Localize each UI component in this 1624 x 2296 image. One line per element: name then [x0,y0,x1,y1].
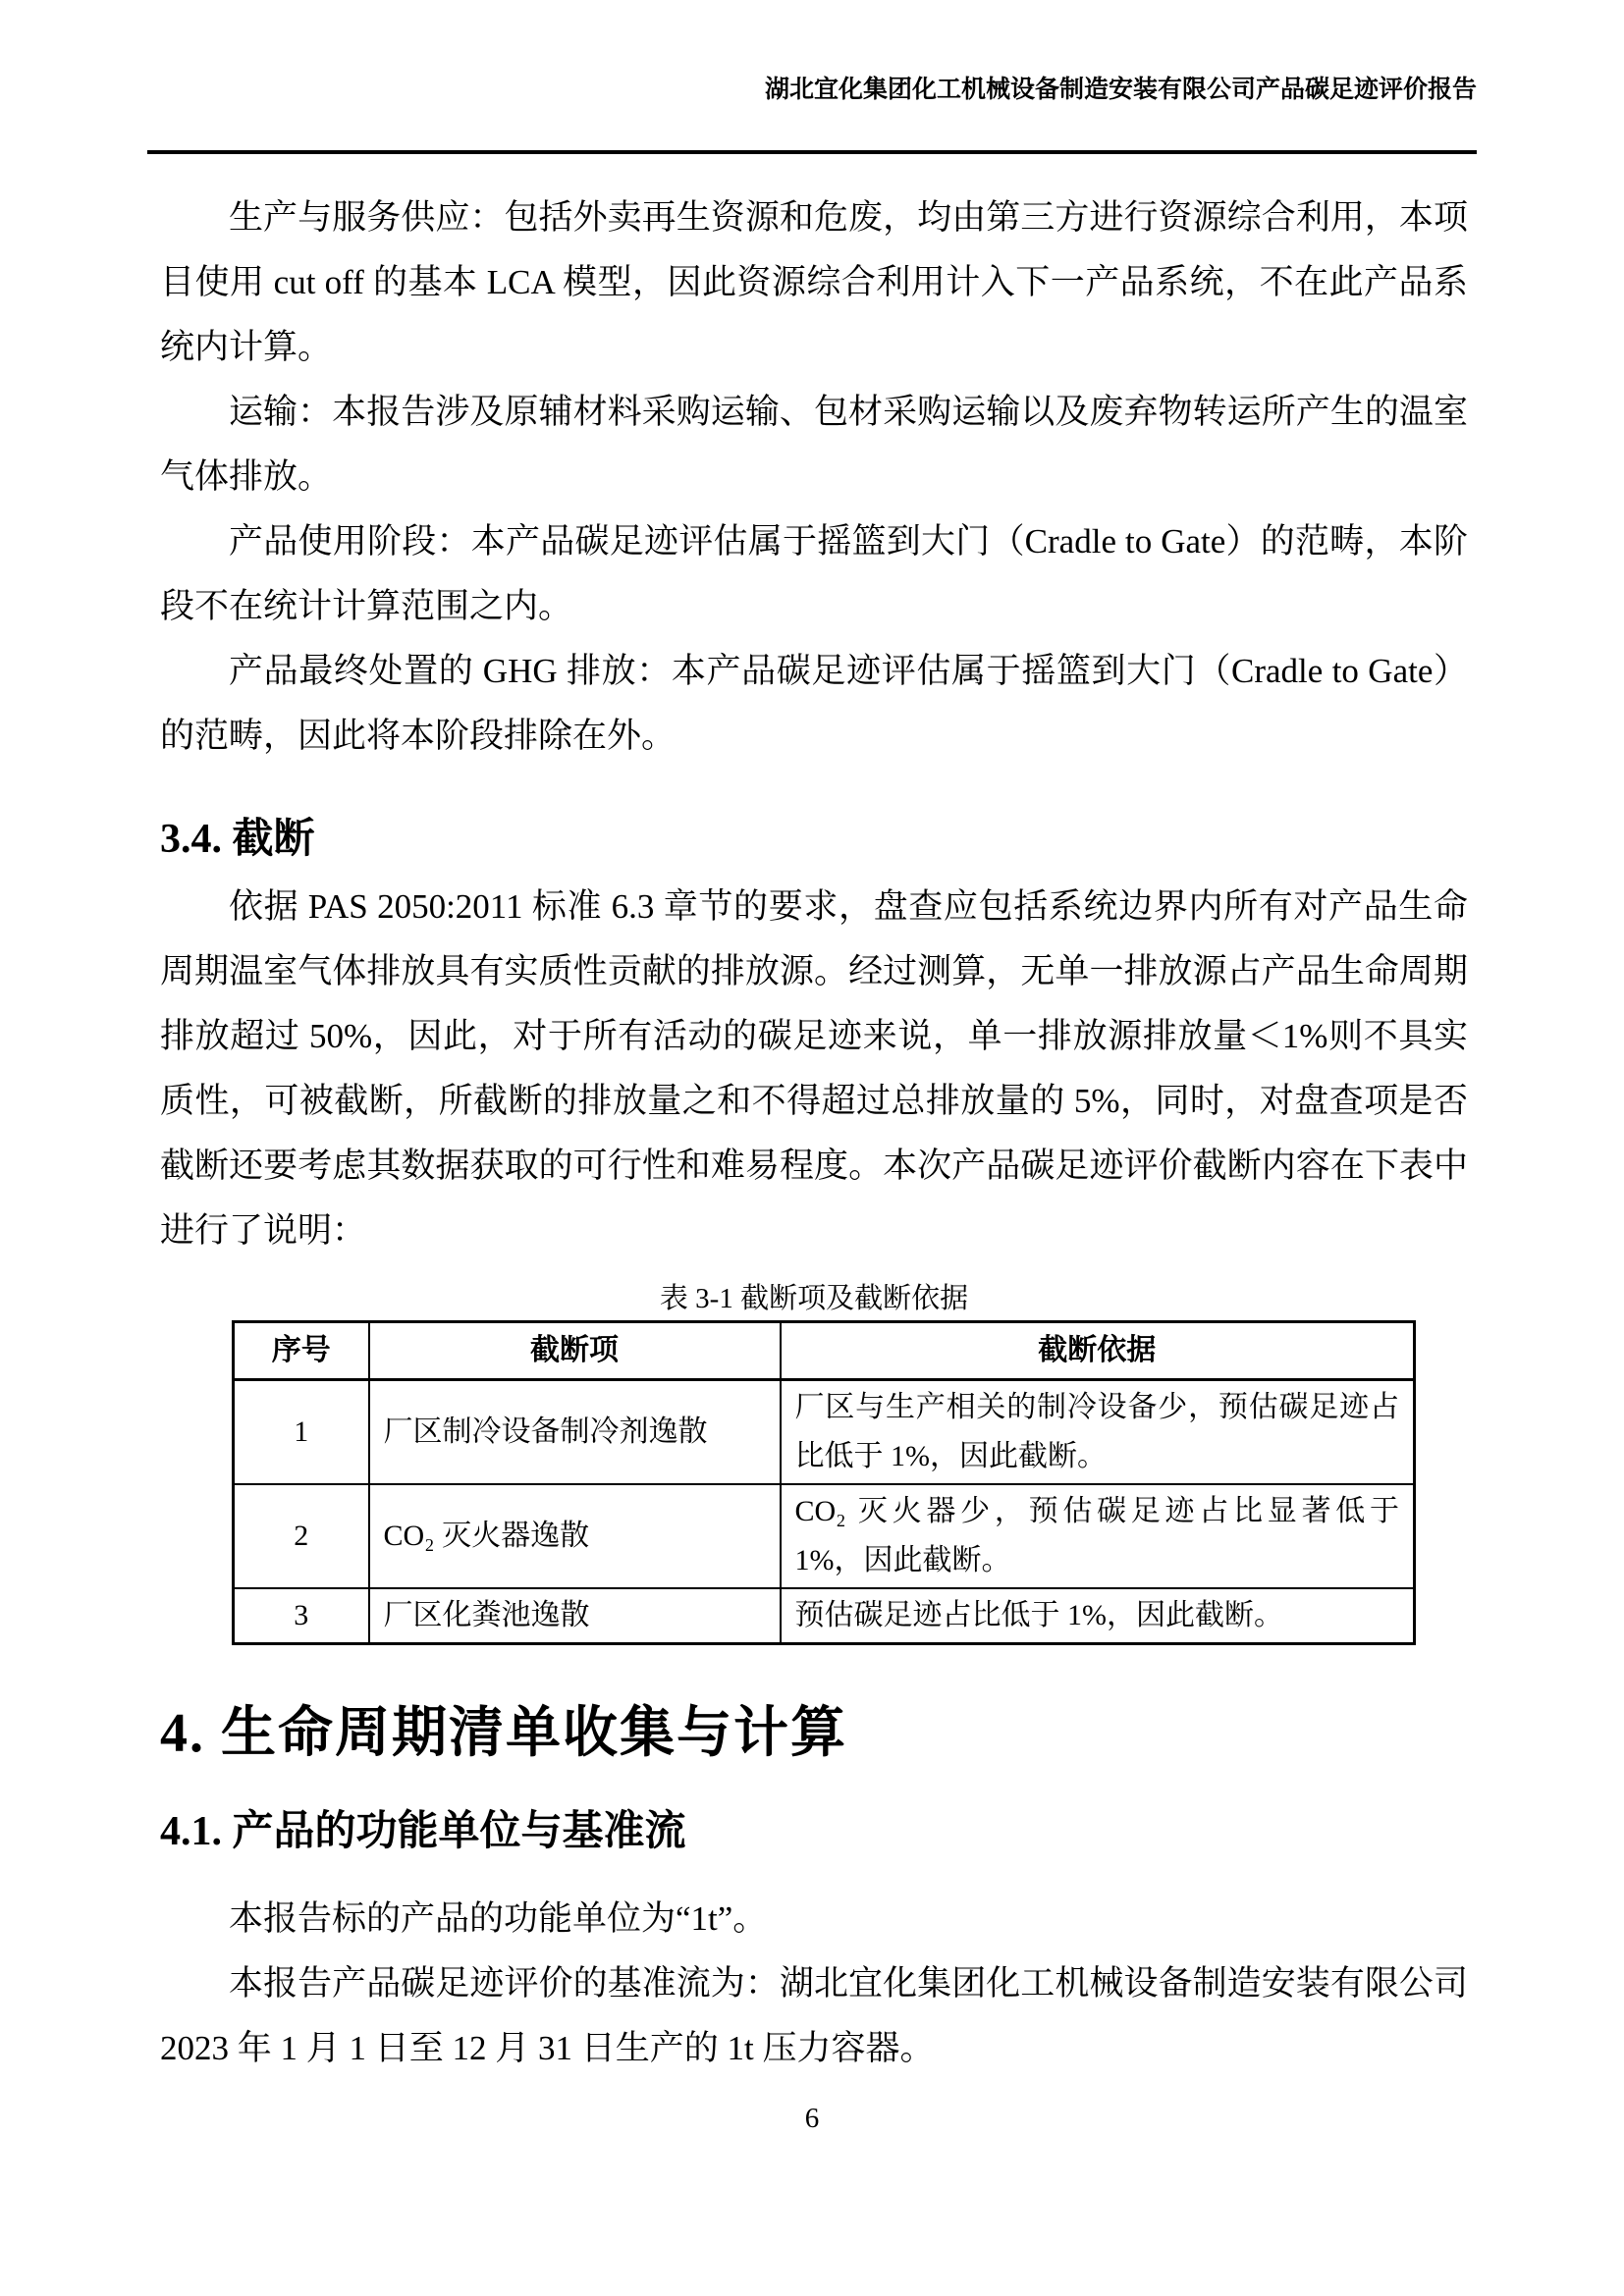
table-caption: 表 3-1 截断项及截断依据 [659,1283,969,1314]
paragraph-production-services: 生产与服务供应：包括外卖再生资源和危废，均由第三方进行资源综合利用，本项目使用 cut off 的基本 LCA 模型，因此资源综合利用计入下一产品系统，不在此产品系统内计算。 [160,198,1468,366]
cell-row1-basis: 厂区与生产相关的制冷设备少，预估碳足迹占比低于 1%，因此截断。 [781,1380,1415,1485]
section-heading-4-1: 4.1. 产品的功能单位与基准流 [160,1809,686,1854]
paragraph-final-disposal: 产品最终处置的 GHG 排放：本产品碳足迹评估属于摇篮到大门（Cradle to Gate）的范畴，因此将本阶段排除在外。 [160,652,1468,755]
paragraph-functional-unit: 本报告标的产品的功能单位为“1t”。 [229,1899,768,1938]
cell-row1-no: 1 [234,1380,369,1485]
table-header-basis: 截断依据 [781,1322,1415,1380]
paragraph-truncation-rule: 依据 PAS 2050:2011 标准 6.3 章节的要求，盘查应包括系统边界内所有对产品生命周期温室气体排放具有实质性贡献的排放源。经过测算，无单一排放源占产品生命周期排放超过 50%，因此，对于所有活动的碳足迹来说，单一排放源排放量＜1%则不具实质性，可被截断，所截断的排放量之和不得超过总排放量的 5%，同时，对盘查项是否截断还要考虑其数据获取的可行性和难易程度。本次产品碳足迹评价截断内容在下表中进行了说明： [160,887,1468,1250]
cell-row2-no: 2 [234,1484,369,1588]
section-heading-3-4: 3.4. 截断 [160,817,315,862]
table-header-item: 截断项 [369,1322,781,1380]
header-title: 湖北宜化集团化工机械设备制造安装有限公司产品碳足迹评价报告 [764,77,1477,103]
cell-row1-item: 厂区制冷设备制冷剂逸散 [369,1380,781,1485]
section-heading-4: 4. 生命周期清单收集与计算 [160,1703,847,1764]
truncation-table [232,1320,1416,1645]
cell-row2-item: CO₂ 灭火器逸散 [369,1484,781,1588]
paragraph-reference-flow: 本报告产品碳足迹评价的基准流为：湖北宜化集团化工机械设备制造安装有限公司 2023 年 1 月 1 日至 12 月 31 日生产的 1t 压力容器。 [160,1964,1468,2067]
cell-row3-no: 3 [234,1588,369,1644]
table-header-no: 序号 [234,1322,369,1380]
running-header [147,74,1477,154]
table-row [234,1484,1415,1588]
cell-row2-basis: CO₂ 灭火器少，预估碳足迹占比显著低于 1%，因此截断。 [781,1484,1415,1588]
paragraph-transport: 运输：本报告涉及原辅材料采购运输、包材采购运输以及废弃物转运所产生的温室气体排放。 [160,393,1468,496]
page-content [160,186,1468,2081]
cell-row3-basis: 预估碳足迹占比低于 1%，因此截断。 [781,1588,1415,1644]
page-footer [0,2099,1624,2138]
cell-row3-item: 厂区化粪池逸散 [369,1588,781,1644]
paragraph-use-stage: 产品使用阶段：本产品碳足迹评估属于摇篮到大门（Cradle to Gate）的范畴，本阶段不在统计计算范围之内。 [160,522,1468,625]
page-number: 6 [804,2103,820,2134]
table-header-row [234,1322,1415,1380]
table-row [234,1588,1415,1644]
table-row [234,1380,1415,1485]
